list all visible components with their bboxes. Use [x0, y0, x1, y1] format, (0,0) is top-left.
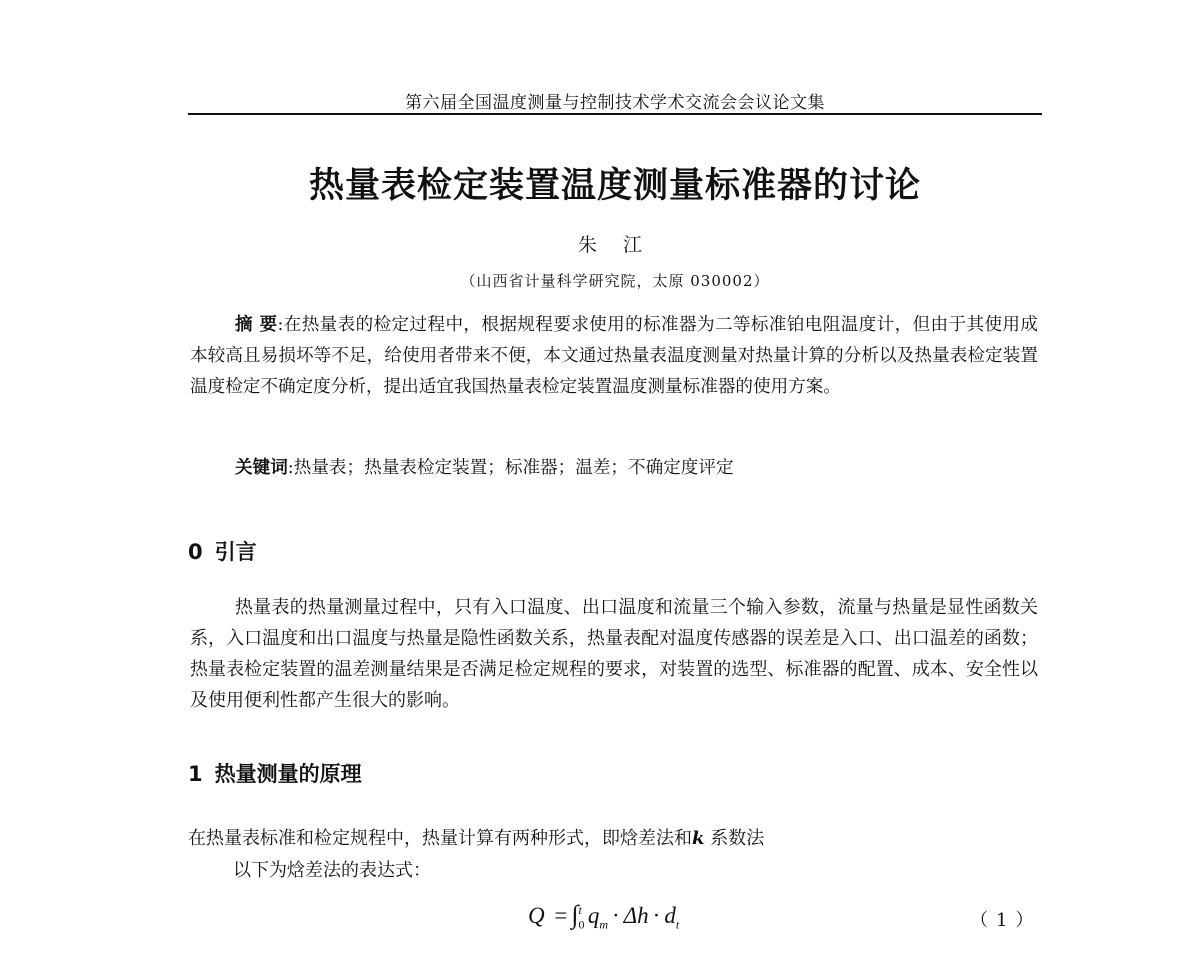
multiply-dot: ·	[652, 903, 661, 928]
principle-paragraph	[188, 826, 1038, 852]
section-heading-introduction	[188, 536, 257, 566]
abstract-label: 摘 要	[235, 315, 278, 335]
section-number: 1	[188, 762, 203, 786]
running-header: 第六届全国温度测量与控制技术学术交流会会议论文集	[405, 93, 825, 113]
introduction-paragraph: 热量表的热量测量过程中，只有入口温度、出口温度和流量三个输入参数，流量与热量是显性函数关系，入口温度和出口温度与热量是隐性函数关系，热量表配对温度传感器的误差是入口、出口温差的函数；热量表检定装置的温差测量结果是否满足检定规程的要求，对装置的选型、标准器的配置、成本、安全性以及使用便利性都产生很大的影响。	[190, 597, 1038, 711]
keywords	[235, 453, 1038, 484]
expression-intro: 以下为焓差法的表达式：	[233, 860, 431, 881]
section-title: 热量测量的原理	[214, 762, 362, 786]
author-name: 朱 江	[577, 234, 653, 256]
multiply-dot: ·	[612, 903, 620, 928]
equation-number: （1）	[970, 910, 1042, 931]
keywords-label: 关键词	[235, 458, 288, 478]
header-rule	[188, 113, 1042, 115]
equals-sign: =	[554, 903, 568, 928]
differential-subscript: t	[675, 917, 680, 932]
keywords-text: :热量表；热量表检定装置；标准器；温差；不确定度评定	[287, 458, 734, 478]
section-heading-principle	[188, 758, 362, 788]
paper-title: 热量表检定装置温度测量标准器的讨论	[308, 166, 921, 206]
principle-text-before: 在热量表标准和检定规程中，热量计算有两种形式，即焓差法和	[188, 828, 692, 849]
mass-flow-subscript: m	[599, 917, 608, 932]
equation-lhs: Q	[528, 903, 545, 928]
enthalpy-equation	[528, 900, 679, 933]
differential-symbol: d	[664, 903, 676, 928]
integral-upper-limit: t	[578, 903, 582, 918]
integral-sign: ∫	[571, 900, 579, 929]
section-number: 0	[188, 540, 203, 564]
integral-lower-limit: 0	[578, 917, 585, 932]
author-affiliation: （山西省计量科学研究院，太原 030002）	[460, 272, 770, 290]
k-variable: k	[692, 828, 705, 849]
principle-text-after: 系数法	[704, 828, 765, 849]
enthalpy-difference: Δh	[623, 903, 649, 928]
abstract-text: :在热量表的检定过程中，根据规程要求使用的标准器为二等标准铂电阻温度计，但由于其使用成本较高且易损坏等不足，给使用者带来不便，本文通过热量表温度测量对热量计算的分析以及热量表检定装置温度检定不确定度分析，提出适宜我国热量表检定装置温度测量标准器的使用方案。	[190, 315, 1038, 397]
section-title: 引言	[214, 540, 257, 564]
mass-flow-symbol: q	[587, 903, 600, 928]
abstract	[190, 310, 1038, 403]
